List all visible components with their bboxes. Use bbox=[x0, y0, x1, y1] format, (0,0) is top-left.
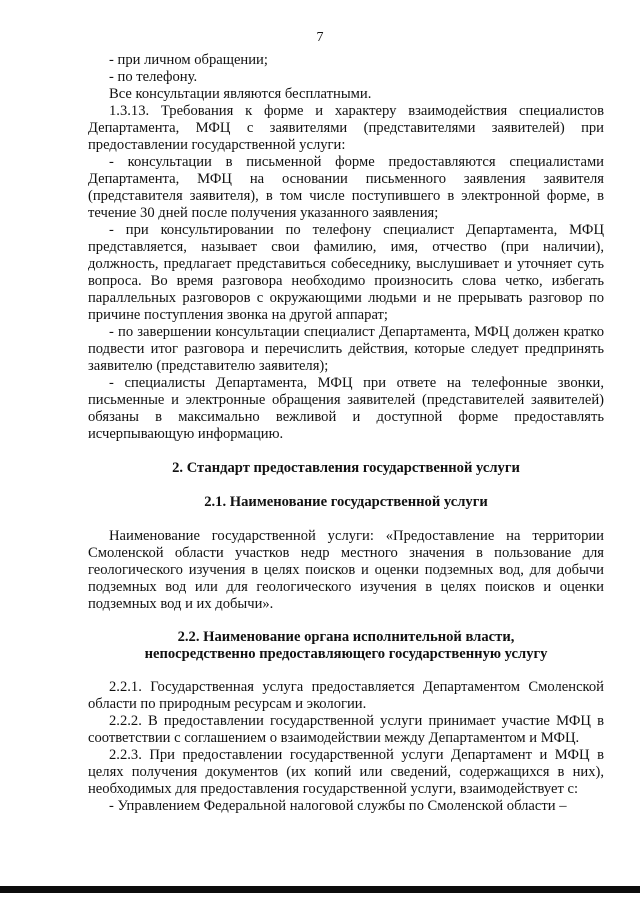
subsection-heading-line2: непосредственно предоставляющего государственную услугу bbox=[144, 646, 548, 662]
paragraph: - по телефону. bbox=[109, 69, 198, 85]
paragraph: - консультации в письменной форме предоставляются специалистами Департамента, МФЦ на основании письменного заявления заявителя (представителя заявителя), в том числе поступившего в электронной форме, в течение 30 дней после получения указанного заявления; bbox=[88, 154, 604, 221]
paragraph: 2.2.3. При предоставлении государственной услуги Департамент и МФЦ в целях получения документов (их копий или сведений, содержащихся в них), необходимых для предоставления государственной услуги, взаимодействует с: bbox=[88, 747, 604, 797]
page-number: 7 bbox=[316, 30, 324, 45]
paragraph: 1.3.13. Требования к форме и характеру взаимодействия специалистов Департамента, МФЦ с заявителями (представителями заявителей) при предоставлении государственной услуги: bbox=[88, 103, 604, 153]
paragraph: - при личном обращении; bbox=[109, 52, 268, 68]
subsection-heading-line1: 2.2. Наименование органа исполнительной власти, bbox=[177, 629, 515, 645]
document-body bbox=[88, 52, 604, 815]
paragraph: 2.2.2. В предоставлении государственной услуги принимает участие МФЦ в соответствии с соглашением о взаимодействии между Департаментом и МФЦ. bbox=[88, 713, 604, 746]
paragraph: - по завершении консультации специалист Департамента, МФЦ должен кратко подвести итог разговора и перечислить действия, которые следует предпринять заявителю (представителю заявителя); bbox=[88, 324, 604, 374]
paragraph: - специалисты Департамента, МФЦ при ответе на телефонные звонки, письменные и электронные обращения заявителей (представителей заявителей) обязаны в максимально вежливой и доступной форме предоставлять исчерпывающую информацию. bbox=[88, 375, 604, 442]
paragraph: - при консультировании по телефону специалист Департамента, МФЦ представляется, называет свои фамилию, имя, отчество (при наличии), должность, предлагает представиться собеседнику, выслушивает и уточняет суть вопроса. Во время разговора необходимо произносить слова четко, избегать параллельных разговоров с окружающими людьми и не прерывать разговор по причине поступления звонка на другой аппарат; bbox=[88, 222, 604, 323]
paragraph: Все консультации являются бесплатными. bbox=[109, 86, 372, 102]
section-heading: 2. Стандарт предоставления государственной услуги bbox=[172, 460, 520, 476]
scan-edge-bar bbox=[0, 886, 640, 893]
paragraph: 2.2.1. Государственная услуга предоставляется Департаментом Смоленской области по природным ресурсам и экологии. bbox=[88, 679, 604, 712]
paragraph: - Управлением Федеральной налоговой службы по Смоленской области – bbox=[109, 798, 567, 814]
paragraph: Наименование государственной услуги: «Предоставление на территории Смоленской области участков недр местного значения в пользование для геологического изучения в целях поисков и оценки подземных вод, для добычи подземных вод или для геологического изучения в целях поисков и оценки подземных вод и их добычи». bbox=[88, 528, 604, 612]
subsection-heading: 2.1. Наименование государственной услуги bbox=[204, 494, 488, 510]
